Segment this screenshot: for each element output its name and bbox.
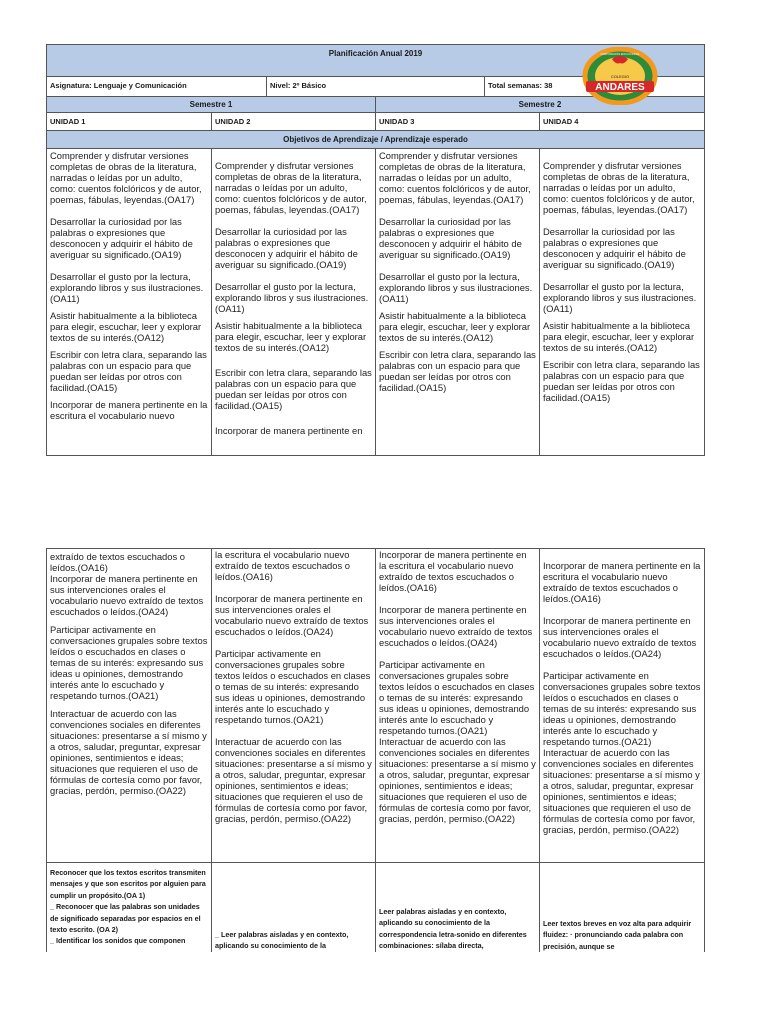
- semestre-2-header: Semestre 2: [518, 100, 562, 109]
- logo-name: ANDARES: [595, 82, 645, 93]
- unidad-2-header: UNIDAD 2: [212, 113, 376, 130]
- objetivo-item: Comprender y disfrutar versiones completas de obras de la literatura, narradas o leídas por un adulto, como: cuentos folclóricos y de autor, poemas, fábulas, leyendas.(OA17): [215, 160, 367, 215]
- objetivos-content-row: [47, 148, 704, 455]
- unidad-1-objetivos: [47, 149, 212, 455]
- unidad-2-aprendizajes: [212, 863, 376, 952]
- objetivo-item: extraído de textos escuchados o leídos.(OA16) Incorporar de manera pertinente en sus intervenciones orales el vocabulario nuevo extraído de textos escuchados o leídos.(OA24): [50, 551, 204, 617]
- objetivos-content-row-2: [47, 548, 704, 862]
- aprendizaje-item: Leer palabras aisladas y en contexto, aplicando su conocimiento de la correspondencia letra-sonido en diferentes combinaciones: sílaba directa,: [379, 907, 527, 951]
- aprendizaje-item: Reconocer que los textos escritos transmiten mensajes y que son escritos por alguien para cumplir un propósito.(OA 1): [50, 868, 206, 900]
- aprendizaje-item: _ Leer palabras aisladas y en contexto, aplicando su conocimiento de la: [215, 930, 349, 951]
- unidad-1-aprendizajes: [47, 863, 212, 952]
- objetivo-item: Participar activamente en conversaciones grupales sobre textos leídos o escuchados en clases o temas de su interés: expresando sus ideas u opiniones, demostrando interés ante lo escuchado y respetando turnos.(OA21) Interactuar de acuerdo con las convenciones sociales en diferentes situaciones: presentarse a sí mismo y a otros, saludar, preguntar, expresar opiniones, sentimientos e ideas; situaciones que requieren el uso de fórmulas de cortesía como por favor, gracias, perdón, permiso.(OA22): [543, 670, 701, 835]
- objetivo-item: Incorporar de manera pertinente en la escritura el vocabulario nuevo extraído de textos escuchados o leídos.(OA16): [543, 560, 701, 604]
- unidad-2-objetivos: [212, 149, 376, 455]
- school-logo: [580, 47, 660, 105]
- objetivo-item: Comprender y disfrutar versiones completas de obras de la literatura, narradas o leídas por un adulto, como: cuentos folclóricos y de autor, poemas, fábulas, leyendas.(OA17): [379, 150, 531, 205]
- objetivo-item: Comprender y disfrutar versiones completas de obras de la literatura, narradas o leídas por un adulto, como: cuentos folclóricos y de autor, poemas, fábulas, leyendas.(OA17): [50, 150, 202, 205]
- aprendizaje-item: _ Reconocer que las palabras son unidades de significado separadas por espacios en el texto escrito. (OA 2): [50, 902, 201, 935]
- objetivo-item: Escribir con letra clara, separando las palabras con un espacio para que puedan ser leídas por otros con facilidad.(OA15): [379, 349, 536, 393]
- objetivo-item: Incorporar de manera pertinente en la escritura el vocabulario nuevo extraído de textos escuchados o leídos.(OA16): [379, 549, 527, 593]
- objetivos-header: Objetivos de Aprendizaje / Aprendizaje esperado: [283, 135, 468, 144]
- unidad-2-objetivos-cont: [212, 549, 376, 862]
- objetivo-item: Incorporar de manera pertinente en sus intervenciones orales el vocabulario nuevo extraído de textos escuchados o leídos.(OA24): [543, 615, 697, 659]
- total-semanas-cell: Total semanas: 38: [488, 81, 553, 90]
- objetivo-item: Desarrollar el gusto por la lectura, explorando libros y sus ilustraciones.(OA11): [50, 271, 204, 304]
- objetivo-item: Desarrollar el gusto por la lectura, explorando libros y sus ilustraciones.(OA11): [215, 281, 369, 314]
- unidad-4-header: UNIDAD 4: [543, 117, 579, 126]
- page-title: Planificación Anual 2019: [328, 49, 423, 58]
- unidad-row: [47, 112, 704, 130]
- objetivo-item: Incorporar de manera pertinente en: [215, 425, 363, 436]
- unidad-4-objetivos: [540, 149, 704, 455]
- objetivo-item: Escribir con letra clara, separando las palabras con un espacio para que puedan ser leídas por otros con facilidad.(OA15): [215, 367, 372, 411]
- unidad-1-header: UNIDAD 1: [47, 113, 212, 130]
- objetivo-item: Asistir habitualmente a la biblioteca para elegir, escuchar, leer y explorar textos de su interés.(OA12): [379, 310, 531, 343]
- logo-colegio: COLEGIO: [610, 74, 630, 79]
- unidad-3-objetivos: [376, 149, 540, 455]
- objetivo-item: Participar activamente en conversaciones grupales sobre textos leídos o escuchados en clases o temas de su interés: expresando sus ideas u opiniones, demostrando interés ante lo escuchado y respetando turnos.(OA21) Interactuar de acuerdo con las convenciones sociales en diferentes situaciones: presentarse a sí mismo y a otros, saludar, preguntar, expresar opiniones, sentimientos e ideas; situaciones que requieren el uso de fórmulas de cortesía como por favor, gracias, perdón, permiso.(OA22): [379, 659, 536, 824]
- objetivo-item: Desarrollar la curiosidad por las palabras o expresiones que desconocen y adquirir el hábito de averiguar su significado.(OA19): [543, 226, 686, 270]
- unidad-3-aprendizajes: [376, 863, 540, 952]
- objetivo-item: Asistir habitualmente a la biblioteca para elegir, escuchar, leer y explorar textos de su interés.(OA12): [50, 310, 202, 343]
- objetivo-item: Participar activamente en conversaciones grupales sobre textos leídos o escuchados en clases o temas de su interés: expresando sus ideas u opiniones, demostrando interés ante lo escuchado y respetando turnos.(OA21): [50, 624, 208, 701]
- objetivo-item: Escribir con letra clara, separando las palabras con un espacio para que puedan ser leídas por otros con facilidad.(OA15): [543, 359, 700, 403]
- objetivo-item: Desarrollar la curiosidad por las palabras o expresiones que desconocen y adquirir el hábito de averiguar su significado.(OA19): [50, 216, 193, 260]
- objetivo-item: Incorporar de manera pertinente en sus intervenciones orales el vocabulario nuevo extraído de textos escuchados o leídos.(OA24): [215, 593, 369, 637]
- objetivo-item: Comprender y disfrutar versiones completas de obras de la literatura, narradas o leídas por un adulto, como: cuentos folclóricos y de autor, poemas, fábulas, leyendas.(OA17): [543, 160, 695, 215]
- objetivo-item: Incorporar de manera pertinente en sus intervenciones orales el vocabulario nuevo extraído de textos escuchados o leídos.(OA24): [379, 604, 533, 648]
- unidad-3-header: UNIDAD 3: [376, 113, 540, 130]
- unidad-4-objetivos-cont: [540, 549, 704, 862]
- aprendizaje-item: Leer textos breves en voz alta para adquirir fluidez: · pronunciando cada palabra con precisión, aunque se: [543, 919, 692, 951]
- objetivo-item: Asistir habitualmente a la biblioteca para elegir, escuchar, leer y explorar textos de su interés.(OA12): [215, 320, 367, 353]
- asignatura-cell: Asignatura: Lenguaje y Comunicación: [47, 77, 267, 96]
- unidad-4-aprendizajes: [540, 863, 704, 952]
- objetivos-row: [47, 130, 704, 148]
- aprendizaje-item: _ Identificar los sonidos que componen: [50, 936, 186, 946]
- objetivo-item: Interactuar de acuerdo con las convenciones sociales en diferentes situaciones: presentarse a sí mismo y a otros, saludar, preguntar, expresar opiniones, sentimientos e ideas; situaciones que requieren el uso de fórmulas de cortesía como por favor, gracias, perdón, permiso.(OA22): [215, 736, 372, 824]
- objetivo-item: Escribir con letra clara, separando las palabras con un espacio para que puedan ser leídas por otros con facilidad.(OA15): [50, 349, 207, 393]
- objetivo-item: Desarrollar el gusto por la lectura, explorando libros y sus ilustraciones.(OA11): [379, 271, 533, 304]
- objetivo-item: Desarrollar el gusto por la lectura, explorando libros y sus ilustraciones.(OA11): [543, 281, 697, 314]
- semestre-1-header: Semestre 1: [47, 97, 376, 112]
- objetivo-item: Incorporar de manera pertinente en la escritura el vocabulario nuevo: [50, 399, 208, 421]
- objetivo-item: Asistir habitualmente a la biblioteca para elegir, escuchar, leer y explorar textos de su interés.(OA12): [543, 320, 695, 353]
- table-page-2: [46, 548, 705, 952]
- aprendizajes-row: [47, 862, 704, 952]
- table-page-1: [46, 44, 705, 456]
- logo-top-text: CORPORACIÓN EDUCACIONAL: [600, 53, 640, 56]
- objetivo-item: Desarrollar la curiosidad por las palabras o expresiones que desconocen y adquirir el hábito de averiguar su significado.(OA19): [379, 216, 522, 260]
- objetivo-item: Interactuar de acuerdo con las convenciones sociales en diferentes situaciones: presentarse a sí mismo y a otros, saludar, preguntar, expresar opiniones, sentimientos e ideas; situaciones que requieren el uso de fórmulas de cortesía como por favor, gracias, perdón, permiso.(OA22): [50, 708, 207, 796]
- nivel-cell: Nivel: 2º Básico: [267, 77, 485, 96]
- objetivo-item: Desarrollar la curiosidad por las palabras o expresiones que desconocen y adquirir el hábito de averiguar su significado.(OA19): [215, 226, 358, 270]
- unidad-1-objetivos-cont: [47, 549, 212, 862]
- objetivo-item: la escritura el vocabulario nuevo extraído de textos escuchados o leídos.(OA16): [215, 549, 350, 582]
- objetivo-item: Participar activamente en conversaciones grupales sobre textos leídos o escuchados en clases o temas de su interés: expresando sus ideas u opiniones, demostrando interés ante lo escuchado y respetando turnos.(OA21): [215, 648, 371, 725]
- unidad-3-objetivos-cont: [376, 549, 540, 862]
